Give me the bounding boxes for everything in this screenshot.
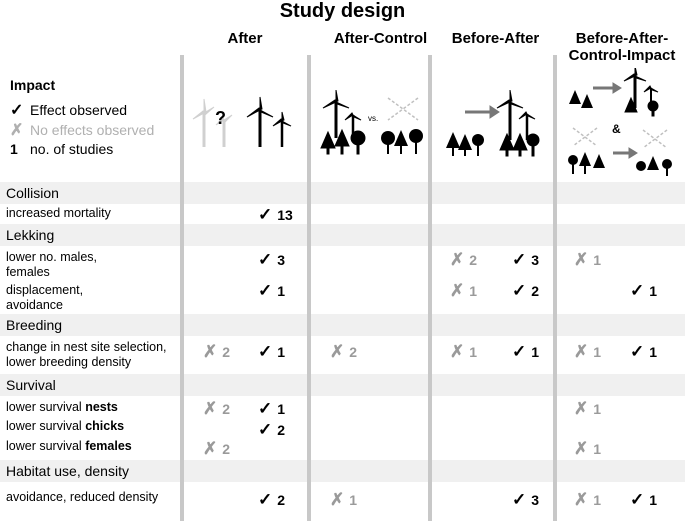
cross-icon: ✗ [574,250,589,269]
category-label-breeding: Breeding [6,317,63,333]
study-count: 1 [277,401,286,417]
column-divider [307,55,311,521]
row-label-text: lower survival [6,419,86,433]
row-label-bold: chicks [85,419,125,433]
study-count: 1 [593,401,602,417]
effect-observed-mark [512,281,539,301]
effect-observed-mark [258,205,293,225]
checkmark-icon: ✓ [258,342,273,361]
study-count: 13 [277,207,293,223]
no-effect-mark [574,490,601,510]
effect-observed-mark [258,420,285,440]
checkmark-icon: ✓ [258,281,273,300]
category-band-survival [0,374,685,396]
cross-icon: ✗ [330,490,345,509]
study-count: 1 [593,492,602,508]
study-count: 1 [531,344,540,360]
no-effect-mark [574,439,601,459]
legend-label: no. of studies [30,141,114,157]
effect-observed-mark [630,490,657,510]
row-label-line: females [6,265,50,279]
no-effect-mark [574,342,601,362]
legend-label: Effect observed [30,102,128,118]
column-divider [180,55,184,521]
cross-icon: ✗ [203,342,218,361]
effect-observed-mark [512,250,539,270]
turbine-icon [244,95,294,150]
checkmark-icon: ✓ [258,399,273,418]
cross-icon: ✗ [450,342,465,361]
before-after-icon [445,90,550,158]
checkmark-icon: ✓ [512,342,527,361]
checkmark-icon: ✓ [258,420,273,439]
row-label-bold: females [85,439,132,453]
checkmark-icon: ✓ [258,205,273,224]
row-label: avoidance, reduced density [6,490,159,504]
study-count: 2 [469,252,478,268]
category-label-lekking: Lekking [6,227,55,243]
row-label-text: lower survival [6,400,86,414]
study-count: 1 [349,492,358,508]
no-effect-mark [203,399,230,419]
study-count: 1 [593,252,602,268]
row-label [6,340,167,370]
no-effect-mark [330,342,357,362]
row-label [6,439,132,454]
cross-icon: ✗ [203,439,218,458]
trees-no-turbine-icon [378,90,428,155]
category-band-breeding [0,314,685,336]
category-label-habitat: Habitat use, density [6,463,129,479]
no-effect-mark [203,439,230,459]
cross-icon: ✗ [10,122,24,139]
legend-label: No effects observed [30,122,155,138]
legend-heading: Impact [10,77,56,93]
no-effect-mark [450,281,477,301]
row-label-line: change in nest site selection, [6,340,167,354]
row-label-line: avoidance [6,298,63,312]
category-label-collision: Collision [6,185,59,201]
row-label-line: lower breeding density [6,355,132,369]
study-count: 2 [277,422,286,438]
checkmark-icon: ✓ [630,281,645,300]
study-count: 1 [649,492,658,508]
no-effect-mark [574,250,601,270]
row-label [6,419,124,434]
cross-icon: ✗ [574,439,589,458]
count-symbol: 1 [10,141,18,157]
checkmark-icon: ✓ [630,490,645,509]
checkmark-icon: ✓ [258,250,273,269]
effect-observed-mark [630,342,657,362]
effect-observed-mark [258,490,285,510]
no-effect-mark [450,342,477,362]
checkmark-icon: ✓ [630,342,645,361]
study-count: 3 [531,492,540,508]
study-count: 2 [349,344,358,360]
no-effect-mark [450,250,477,270]
diagram-title: Study design [279,0,406,22]
effect-observed-mark [630,281,657,301]
column-header-after: After [227,30,263,47]
no-effect-mark [574,399,601,419]
row-label-line: lower no. males, [6,250,98,264]
category-band-collision [0,182,685,204]
legend-item-effect [10,100,127,120]
row-label-bold: nests [85,400,118,414]
turbines-with-trees-icon [318,90,368,155]
effect-observed-mark [512,342,539,362]
question-mark: ? [215,108,226,128]
study-count: 3 [277,252,286,268]
column-divider [428,55,432,521]
study-count: 2 [531,283,540,299]
row-label-text: lower survival [6,439,86,453]
checkmark-icon: ✓ [10,102,24,119]
legend-item-count [10,141,113,157]
study-count: 2 [277,492,286,508]
cross-icon: ✗ [450,281,465,300]
effect-observed-mark [512,490,539,510]
column-header-baci: Before-After-Control-Impact [568,30,676,64]
study-count: 1 [277,283,286,299]
column-divider [553,55,557,521]
study-count: 1 [649,283,658,299]
no-effect-mark [330,490,357,510]
study-count: 2 [222,441,231,457]
study-count: 1 [469,283,478,299]
row-label [6,400,118,415]
study-count: 1 [593,441,602,457]
study-count: 3 [531,252,540,268]
versus-label: vs. [368,114,379,123]
effect-observed-mark [258,399,285,419]
column-header-before-after: Before-After [451,30,540,47]
cross-icon: ✗ [450,250,465,269]
cross-icon: ✗ [574,342,589,361]
checkmark-icon: ✓ [258,490,273,509]
no-effect-mark [203,342,230,362]
checkmark-icon: ✓ [512,490,527,509]
and-label: & [612,122,621,136]
baci-icon [565,68,680,180]
study-count: 1 [593,344,602,360]
category-band-lekking [0,224,685,246]
row-label [6,250,97,280]
effect-observed-mark [258,250,285,270]
study-count: 1 [649,344,658,360]
cross-icon: ✗ [330,342,345,361]
checkmark-icon: ✓ [512,281,527,300]
category-label-survival: Survival [6,377,56,393]
study-count: 1 [277,344,286,360]
row-label: increased mortality [6,206,111,220]
study-count: 2 [222,344,231,360]
effect-observed-mark [258,281,285,301]
legend-item-no-effect [10,120,154,140]
study-count: 2 [222,401,231,417]
effect-observed-mark [258,342,285,362]
row-label [6,283,83,313]
cross-icon: ✗ [203,399,218,418]
cross-icon: ✗ [574,490,589,509]
row-label-line: displacement, [6,283,84,297]
study-count: 1 [469,344,478,360]
column-header-after-control: After-Control [333,30,428,47]
checkmark-icon: ✓ [512,250,527,269]
cross-icon: ✗ [574,399,589,418]
